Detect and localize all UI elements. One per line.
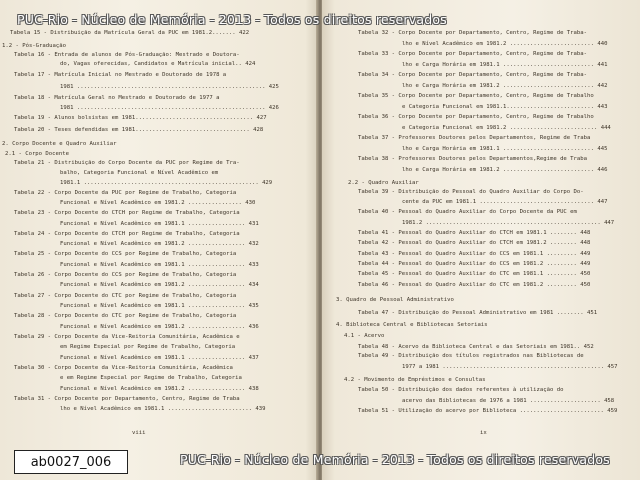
toc-line: 1.2 - Pós-Graduação: [2, 43, 66, 49]
toc-line: lho e Carga Horária em 1981.1 ........................... 445: [402, 146, 608, 152]
toc-line: Tabela 24 - Corpo Docente do CTCH por Regime de Trabalho, Categoria: [14, 231, 240, 237]
toc-line: Tabela 30 - Corpo Docente da Vice-Reitoria Comunitária, Acadêmica: [14, 365, 233, 371]
toc-line: Funcional e Nível Acadêmico em 1981.2 ................. 436: [60, 324, 259, 330]
toc-line: Tabela 33 - Corpo Docente por Departamento, Centro, Regime de Traba-: [358, 51, 588, 57]
left-page: [0, 0, 318, 480]
toc-line: Tabela 39 - Distribuição do Pessoal do Quadro Auxiliar do Corpo Do-: [358, 189, 584, 195]
toc-line: Funcional e Nível Acadêmico em 1981.2 ................. 438: [60, 386, 259, 392]
toc-line: Tabela 43 - Pessoal do Quadro Auxiliar do CCS em 1981.1 ......... 449: [358, 251, 591, 257]
toc-line: 3. Quadro de Pessoal Administrativo: [336, 297, 454, 303]
toc-line: Funcional e Nível Acadêmico em 1981.2 ................. 434: [60, 282, 259, 288]
toc-line: balho, Categoria Funcional e Nível Acadêmico em: [60, 170, 219, 176]
toc-line: acervo das Bibliotecas de 1976 a 1981 ..................... 458: [402, 398, 615, 404]
toc-line: Funcional e Nível Acadêmico em 1981.1 ................. 433: [60, 262, 259, 268]
toc-line: e Categoria Funcional em 1981.2 .......................... 444: [402, 125, 611, 131]
toc-line: Tabela 34 - Corpo Docente por Departamento, Centro, Regime de Traba-: [358, 72, 588, 78]
toc-line: 2.1 - Corpo Docente: [5, 151, 69, 157]
toc-line: 2. Corpo Docente e Quadro Auxiliar: [2, 141, 117, 147]
toc-line: Tabela 23 - Corpo Docente do CTCH por Regime de Trabalho, Categoria: [14, 210, 240, 216]
toc-line: Tabela 47 - Distribuição do Pessoal Administrativo em 1981 ........ 451: [358, 310, 598, 316]
toc-line: 1981 ........................................................ 426: [60, 105, 279, 111]
toc-line: cente da PUC em 1981.1 .................................. 447: [402, 199, 608, 205]
toc-line: em Regime Especial por Regime de Trabalho, Categoria: [60, 344, 236, 350]
toc-line: Tabela 19 - Alunos bolsistas em 1981................................... 427: [14, 115, 267, 121]
toc-line: Tabela 37 - Professores Doutores pelos Departamentos, Regime de Traba: [358, 135, 591, 141]
toc-line: e Categoria Funcional em 1981.1.......................... 443: [402, 104, 608, 110]
toc-line: Tabela 16 - Entrada de alunos de Pós-Graduação: Mestrado e Doutora-: [14, 52, 240, 58]
toc-line: Tabela 25 - Corpo Docente do CCS por Regime de Trabalho, Categoria: [14, 251, 237, 257]
toc-line: Tabela 38 - Professores Doutores pelos Departamentos,Regime de Traba: [358, 156, 588, 162]
toc-line: 1981.2 .................................................... 447: [402, 220, 615, 226]
toc-line: Tabela 31 - Corpo Docente por Departamento, Centro, Regime de Traba: [14, 396, 240, 402]
toc-line: Tabela 22 - Corpo Docente da PUC por Regime de Trabalho, Categoria: [14, 190, 237, 196]
right-page: [322, 0, 640, 480]
toc-line: e em Regime Especial por Regime de Trabalho, Categoria: [60, 375, 242, 381]
toc-line: Tabela 27 - Corpo Docente do CTC por Regime de Trabalho, Categoria: [14, 293, 237, 299]
toc-line: Tabela 51 - Utilização do acervo por Biblioteca ......................... 459: [358, 408, 618, 414]
toc-line: Tabela 26 - Corpo Docente do CCS por Regime de Trabalho, Categoria: [14, 272, 237, 278]
toc-line: 1977 a 1981 ................................................ 457: [402, 364, 618, 370]
toc-line: Tabela 21 - Distribuição do Corpo Docente da PUC por Regime de Tra-: [14, 160, 240, 166]
toc-line: Tabela 40 - Pessoal do Quadro Auxiliar do Corpo Docente da PUC em: [358, 209, 577, 215]
toc-line: Tabela 44 - Pessoal do Quadro Auxiliar do CCS em 1981.2 ......... 449: [358, 261, 591, 267]
toc-line: Funcional e Nível Acadêmico em 1981.1 ................. 437: [60, 355, 259, 361]
image-id-label: ab0027_006: [14, 450, 128, 474]
toc-line: Tabela 32 - Corpo Docente por Departamento, Centro, Regime de Traba-: [358, 30, 588, 36]
toc-line: Tabela 42 - Pessoal do Quadro Auxiliar do CTCH em 1981.2 ........ 448: [358, 240, 591, 246]
toc-line: Tabela 35 - Corpo Docente por Departamento, Centro, Regime de Trabalho: [358, 93, 594, 99]
toc-line: Tabela 18 - Matrícula Geral no Mestrado e Doutorado de 1977 a: [14, 95, 220, 101]
toc-line: lho e Carga Horária em 1981.2 ........................... 442: [402, 83, 608, 89]
page-number: viii: [132, 430, 146, 436]
watermark-top: PUC-Rio - Núcleo de Memória - 2013 - Todos os direitos reservados: [17, 12, 447, 27]
toc-line: lho e Nível Acadêmico em 1981.2 ......................... 440: [402, 41, 608, 47]
toc-line: 4.2 - Movimento de Empréstimos e Consultas: [344, 377, 486, 383]
watermark-bottom: PUC-Rio - Núcleo de Memória - 2013 - Todos os direitos reservados: [180, 452, 610, 467]
toc-line: Tabela 20 - Teses defendidas em 1981.................................. 428: [14, 127, 264, 133]
toc-line: Tabela 17 - Matrícula Inicial no Mestrado e Doutorado de 1978 a: [14, 72, 227, 78]
page-number: ix: [480, 430, 487, 436]
toc-line: Tabela 50 - Distribuição dos dados referentes à utilização do: [358, 387, 564, 393]
toc-line: Funcional e Nível Acadêmico em 1981.2 ................ 430: [60, 200, 256, 206]
toc-line: Funcional e Nível Acadêmico em 1981.1 ................. 435: [60, 303, 259, 309]
toc-line: do, Vagas oferecidas, Candidatos e Matrícula inicial.. 424: [60, 61, 256, 67]
toc-line: 1981.1 .................................................... 429: [60, 180, 273, 186]
toc-line: 1981 ........................................................ 425: [60, 84, 279, 90]
toc-line: Tabela 36 - Corpo Docente por Departamento, Centro, Regime de Trabalho: [358, 114, 594, 120]
toc-line: 4. Biblioteca Central e Bibliotecas Setoriais: [336, 322, 488, 328]
toc-line: Tabela 49 - Distribuição dos títulos registrados nas Bibliotecas de: [358, 353, 584, 359]
toc-line: Tabela 15 - Distribuição da Matrícula Geral da PUC em 1981.2....... 422: [10, 30, 250, 36]
toc-line: Tabela 45 - Pessoal do Quadro Auxiliar do CTC em 1981.1 ......... 450: [358, 271, 591, 277]
toc-line: 4.1 - Acervo: [344, 333, 385, 339]
toc-line: Tabela 41 - Pessoal do Quadro Auxiliar do CTCH em 1981.1 ........ 448: [358, 230, 591, 236]
toc-line: lho e Carga Horária em 1981.1 ........................... 441: [402, 62, 608, 68]
toc-line: lho e Carga Horária em 1981.2 ........................... 446: [402, 167, 608, 173]
toc-line: lho e Nível Acadêmico em 1981.1 ......................... 439: [60, 406, 266, 412]
toc-line: Tabela 46 - Pessoal do Quadro Auxiliar do CTC em 1981.2 ......... 450: [358, 282, 591, 288]
toc-line: 2.2 - Quadro Auxiliar: [348, 180, 419, 186]
toc-line: Funcional e Nível Acadêmico em 1981.2 ................. 432: [60, 241, 259, 247]
toc-line: Tabela 48 - Acervo da Biblioteca Central e das Setoriais em 1981.. 452: [358, 344, 594, 350]
toc-line: Funcional e Nível Acadêmico em 1981.1 ................. 431: [60, 221, 259, 227]
toc-line: Tabela 29 - Corpo Docente da Vice-Reitoria Comunitária, Acadêmica e: [14, 334, 240, 340]
toc-line: Tabela 28 - Corpo Docente do CTC por Regime de Trabalho, Categoria: [14, 313, 237, 319]
